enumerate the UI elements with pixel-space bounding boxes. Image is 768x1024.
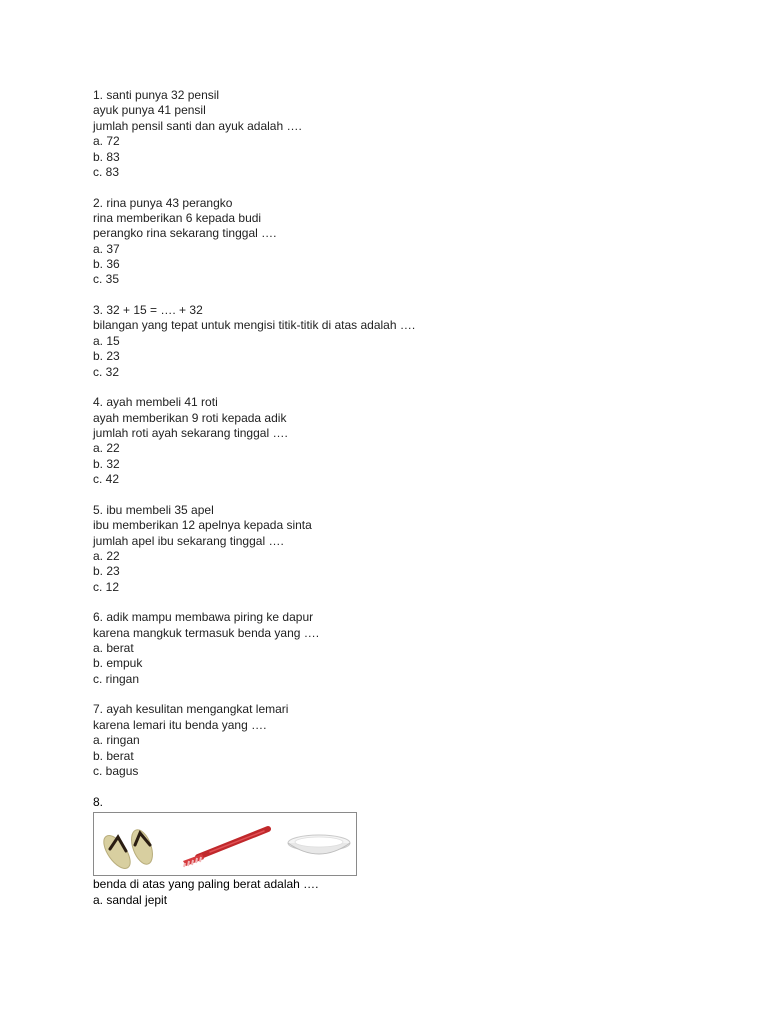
answer-option: c. 83 bbox=[93, 164, 120, 179]
question-text: bilangan yang tepat untuk mengisi titik-titik di atas adalah …. bbox=[93, 318, 416, 333]
picture-strip bbox=[93, 812, 357, 876]
answer-option: a. sandal jepit bbox=[93, 892, 168, 907]
question-text: 3. 32 + 15 = …. + 32 bbox=[93, 303, 203, 318]
answer-option: a. berat bbox=[93, 641, 134, 656]
question-number: 8. bbox=[93, 795, 104, 809]
question-text: jumlah apel ibu sekarang tinggal …. bbox=[93, 533, 284, 548]
answer-option: c. bagus bbox=[93, 763, 139, 778]
question-text: 5. ibu membeli 35 apel bbox=[93, 502, 214, 517]
question-text: benda di atas yang paling berat adalah …. bbox=[93, 877, 319, 892]
question-text: 1. santi punya 32 pensil bbox=[93, 88, 220, 102]
question-4 bbox=[93, 395, 693, 487]
question-text: jumlah roti ayah sekarang tinggal …. bbox=[93, 425, 288, 440]
answer-option: c. 32 bbox=[93, 364, 120, 379]
question-text: ibu memberikan 12 apelnya kepada sinta bbox=[93, 518, 312, 533]
answer-option: b. 32 bbox=[93, 456, 120, 471]
answer-option: c. 12 bbox=[93, 579, 120, 594]
answer-option: a. 22 bbox=[93, 548, 120, 563]
answer-option: b. empuk bbox=[93, 656, 143, 671]
answer-option: b. 23 bbox=[93, 349, 120, 364]
answer-option: b. 36 bbox=[93, 257, 120, 272]
answer-option: a. ringan bbox=[93, 733, 140, 748]
question-5 bbox=[93, 503, 693, 595]
answer-option: a. 22 bbox=[93, 441, 120, 456]
question-text: 4. ayah membeli 41 roti bbox=[93, 395, 218, 410]
question-7 bbox=[93, 702, 693, 779]
bowl-image bbox=[286, 831, 352, 861]
answer-option: c. 42 bbox=[93, 472, 120, 487]
question-text: ayah memberikan 9 roti kepada adik bbox=[93, 410, 287, 425]
question-text: 2. rina punya 43 perangko bbox=[93, 195, 233, 210]
sandals-image bbox=[100, 827, 162, 873]
question-1 bbox=[93, 88, 693, 180]
answer-option: b. 83 bbox=[93, 149, 120, 164]
question-text: perangko rina sekarang tinggal …. bbox=[93, 226, 277, 241]
answer-option: c. 35 bbox=[93, 272, 120, 287]
answer-option: a. 15 bbox=[93, 333, 120, 348]
toothbrush-image bbox=[180, 823, 272, 869]
question-list bbox=[93, 88, 693, 795]
answer-option: a. 72 bbox=[93, 134, 120, 149]
question-6 bbox=[93, 610, 693, 687]
question-text: jumlah pensil santi dan ayuk adalah …. bbox=[93, 118, 302, 133]
answer-option: a. 37 bbox=[93, 241, 120, 256]
question-text: 6. adik mampu membawa piring ke dapur bbox=[93, 610, 314, 625]
answer-option: b. 23 bbox=[93, 564, 120, 579]
answer-option: b. berat bbox=[93, 748, 134, 763]
question-text: karena mangkuk termasuk benda yang …. bbox=[93, 625, 320, 640]
question-2 bbox=[93, 196, 693, 288]
question-3 bbox=[93, 303, 693, 380]
question-text: ayuk punya 41 pensil bbox=[93, 103, 206, 118]
question-text: 7. ayah kesulitan mengangkat lemari bbox=[93, 702, 289, 717]
question-text: rina memberikan 6 kepada budi bbox=[93, 210, 262, 225]
answer-option: c. ringan bbox=[93, 671, 140, 686]
question-8 bbox=[93, 795, 693, 908]
question-text: karena lemari itu benda yang …. bbox=[93, 717, 267, 732]
